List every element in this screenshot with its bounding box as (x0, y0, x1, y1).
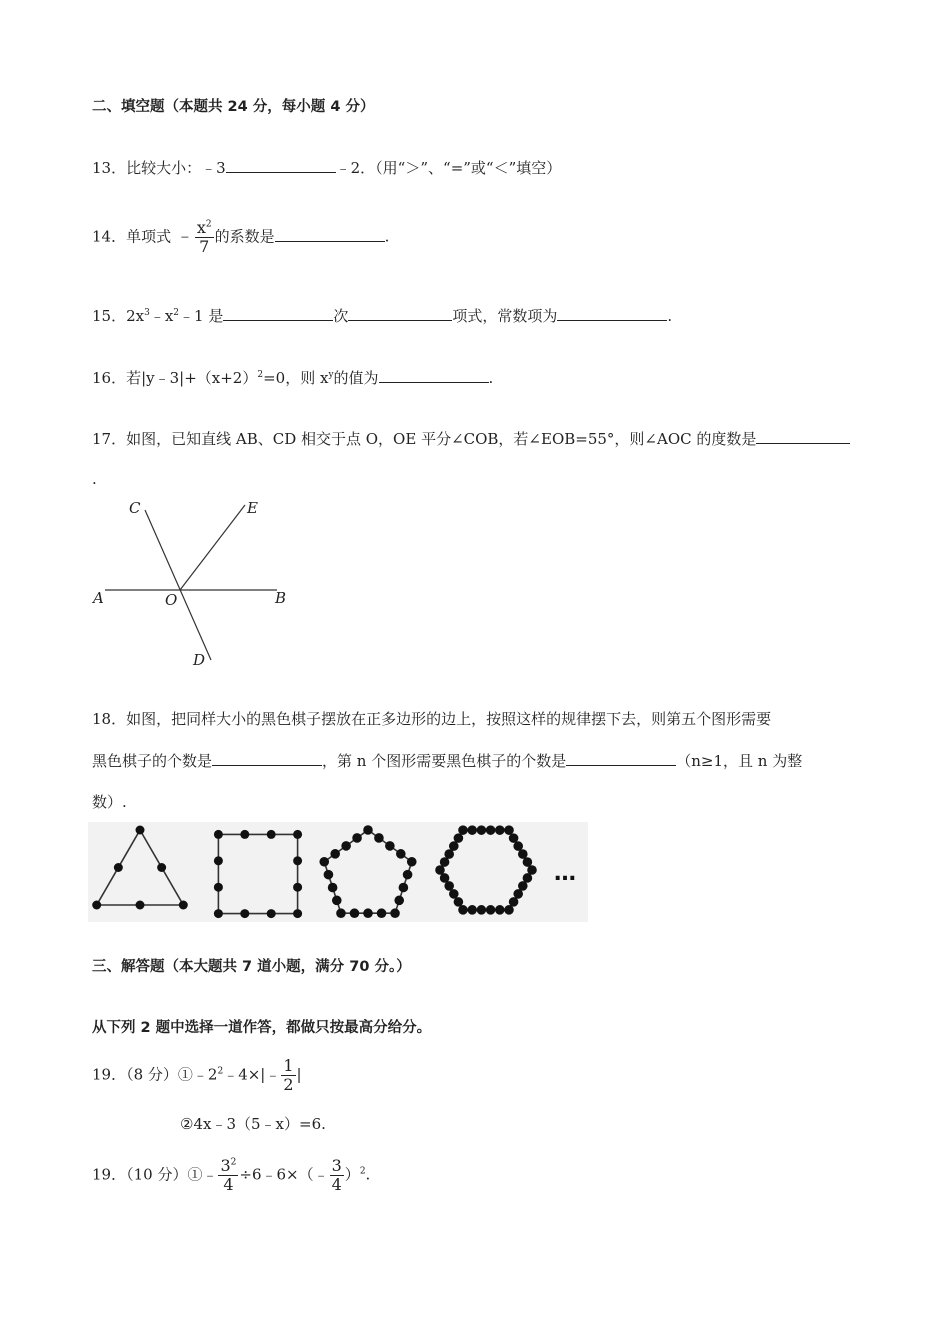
exponent: 2 (257, 370, 264, 380)
label-e: E (247, 499, 258, 517)
denominator: 2 (283, 1075, 294, 1094)
period: . (384, 227, 390, 246)
q15-text-b: ﹣x (149, 307, 174, 325)
chess-piece (267, 830, 276, 839)
chess-piece (179, 901, 188, 910)
chess-piece (407, 857, 417, 867)
chess-piece (328, 883, 338, 893)
chess-piece (214, 883, 223, 892)
q18-text-c: （n≥1，且 n 为整 (676, 752, 803, 770)
minus-sign: ﹣ (175, 225, 194, 247)
question-19-part-2: ②4x﹣3（5﹣x）=6. (180, 1115, 326, 1133)
chess-piece (403, 870, 413, 880)
question-18-line2 (92, 750, 802, 771)
exponent: 3 (144, 308, 150, 318)
q19b-text-a: 19．（10 分）①﹣ (92, 1165, 218, 1184)
fraction (330, 1158, 344, 1193)
q19a-text-c: | (296, 1065, 302, 1084)
q16-text-c: 的值为 (333, 369, 379, 387)
q15-text-a: 15．2x (92, 307, 145, 325)
chess-piece (396, 849, 406, 859)
chess-piece (240, 909, 249, 918)
chess-piece (374, 833, 384, 843)
label-d: D (193, 651, 206, 669)
chess-piece (495, 825, 505, 835)
question-16 (92, 367, 493, 388)
denominator: 4 (331, 1175, 342, 1194)
chess-piece (486, 825, 496, 835)
fraction (218, 1158, 238, 1193)
chess-piece (495, 905, 505, 915)
q14-text-b: 的系数是 (214, 227, 275, 246)
chess-piece (399, 883, 409, 893)
numerator: 3 (220, 1156, 231, 1175)
chess-piece (377, 908, 387, 918)
q15-text-c: ﹣1 是 (179, 307, 224, 325)
exponent: 2 (217, 1066, 224, 1077)
q14-text-a: 14．单项式 (92, 227, 176, 246)
q18-text-b: ，第 n 个图形需要黑色棋子的个数是 (322, 752, 567, 770)
section-3-title: 三、解答题（本大题共 7 道小题，满分 70 分。） (92, 959, 411, 975)
chess-piece (504, 905, 514, 915)
question-14 (92, 220, 389, 255)
q16-text-b: =0，则 x (263, 369, 329, 387)
section-2-title: 二、填空题（本题共 24 分，每小题 4 分） (92, 99, 375, 115)
chess-piece (293, 883, 302, 892)
chess-piece (114, 863, 123, 872)
answer-blank[interactable] (223, 306, 333, 321)
chess-piece (336, 908, 346, 918)
answer-blank[interactable] (348, 306, 452, 321)
chess-piece (136, 826, 145, 835)
chess-piece (214, 909, 223, 918)
chess-piece (157, 863, 166, 872)
q19a-text-b: ﹣4×|﹣ (223, 1065, 281, 1084)
chess-piece (330, 849, 340, 859)
chess-piece (324, 870, 334, 880)
q17-text: 17．如图，已知直线 AB、CD 相交于点 O，OE 平分∠COB，若∠EOB=55°，则∠AOC 的度数是 (92, 430, 757, 448)
question-18-line3: 数）. (92, 793, 127, 811)
period: . (365, 1165, 371, 1184)
exponent: y (328, 370, 334, 380)
label-a: A (93, 589, 104, 607)
chess-piece (477, 905, 487, 915)
chess-piece (341, 841, 351, 851)
question-18-line1: 18．如图，把同样大小的黑色棋子摆放在正多边形的边上，按照这样的规律摆下去，则第五个图形需要 (92, 710, 772, 728)
chess-piece (136, 901, 145, 910)
fraction (195, 220, 214, 255)
chess-piece (363, 825, 373, 835)
answer-blank[interactable] (212, 751, 322, 766)
q13-text-a: 13．比较大小：﹣3 (92, 159, 226, 177)
numerator: x (196, 218, 206, 237)
chess-piece (352, 833, 362, 843)
exponent: 2 (230, 1157, 237, 1168)
chess-piece (467, 905, 477, 915)
chess-piece (390, 908, 400, 918)
chess-piece (92, 901, 101, 910)
fraction (281, 1058, 295, 1093)
chess-piece (486, 905, 496, 915)
line-cd (145, 510, 211, 660)
q18-text-a: 黑色棋子的个数是 (92, 752, 213, 770)
instruction: 从下列 2 题中选择一道作答，都做只按最高分给分。 (92, 1020, 432, 1036)
chess-piece (363, 908, 373, 918)
period: . (488, 369, 494, 387)
q15-text-e: 项式，常数项为 (452, 307, 558, 325)
q15-text-d: 次 (333, 307, 349, 325)
exponent: 2 (205, 219, 212, 230)
chess-piece (477, 825, 487, 835)
chess-piece (467, 825, 477, 835)
chess-piece (332, 896, 342, 906)
denominator: 7 (199, 237, 210, 256)
chess-piece (214, 830, 223, 839)
q19a-text-a: 19．（8 分）①﹣2 (92, 1065, 218, 1084)
question-15 (92, 305, 672, 326)
q13-text-b: ﹣2．（用“＞”、“=”或“＜”填空） (335, 159, 562, 177)
chess-piece (267, 909, 276, 918)
question-13 (92, 157, 561, 178)
chess-piece (394, 896, 404, 906)
denominator: 4 (223, 1175, 234, 1194)
chess-piece (523, 857, 533, 867)
numerator: 1 (283, 1056, 294, 1075)
chess-piece (350, 908, 360, 918)
period: . (667, 307, 673, 325)
q16-text-a: 16．若|y﹣3|+（x+2） (92, 369, 258, 387)
chess-piece (458, 825, 468, 835)
label-c: C (129, 499, 141, 517)
label-b: B (275, 589, 287, 607)
ellipsis: … (554, 861, 576, 886)
figure-18-polygons (88, 822, 588, 922)
answer-blank[interactable] (226, 158, 336, 173)
chess-piece (293, 830, 302, 839)
question-19-10pts (92, 1158, 370, 1193)
chess-piece (214, 856, 223, 865)
chess-piece (293, 909, 302, 918)
chess-piece (293, 856, 302, 865)
ray-oe (180, 505, 245, 590)
answer-blank[interactable] (275, 227, 385, 242)
q19b-text-c: ） (344, 1165, 360, 1184)
exponent: 2 (359, 1166, 366, 1177)
question-19-8pts (92, 1058, 302, 1093)
answer-blank[interactable] (566, 751, 676, 766)
question-17 (92, 428, 850, 449)
answer-blank[interactable] (756, 429, 850, 444)
exponent: 2 (173, 308, 180, 318)
numerator: 3 (331, 1156, 342, 1175)
label-o: O (165, 591, 178, 609)
chess-piece (319, 857, 329, 867)
figure-17-intersecting-lines (85, 495, 305, 670)
q17-period: . (92, 470, 97, 488)
answer-blank[interactable] (557, 306, 667, 321)
chess-piece (385, 841, 395, 851)
chess-piece (240, 830, 249, 839)
q19b-text-b: ÷6﹣6×（﹣ (239, 1165, 329, 1184)
answer-blank[interactable] (379, 368, 489, 383)
